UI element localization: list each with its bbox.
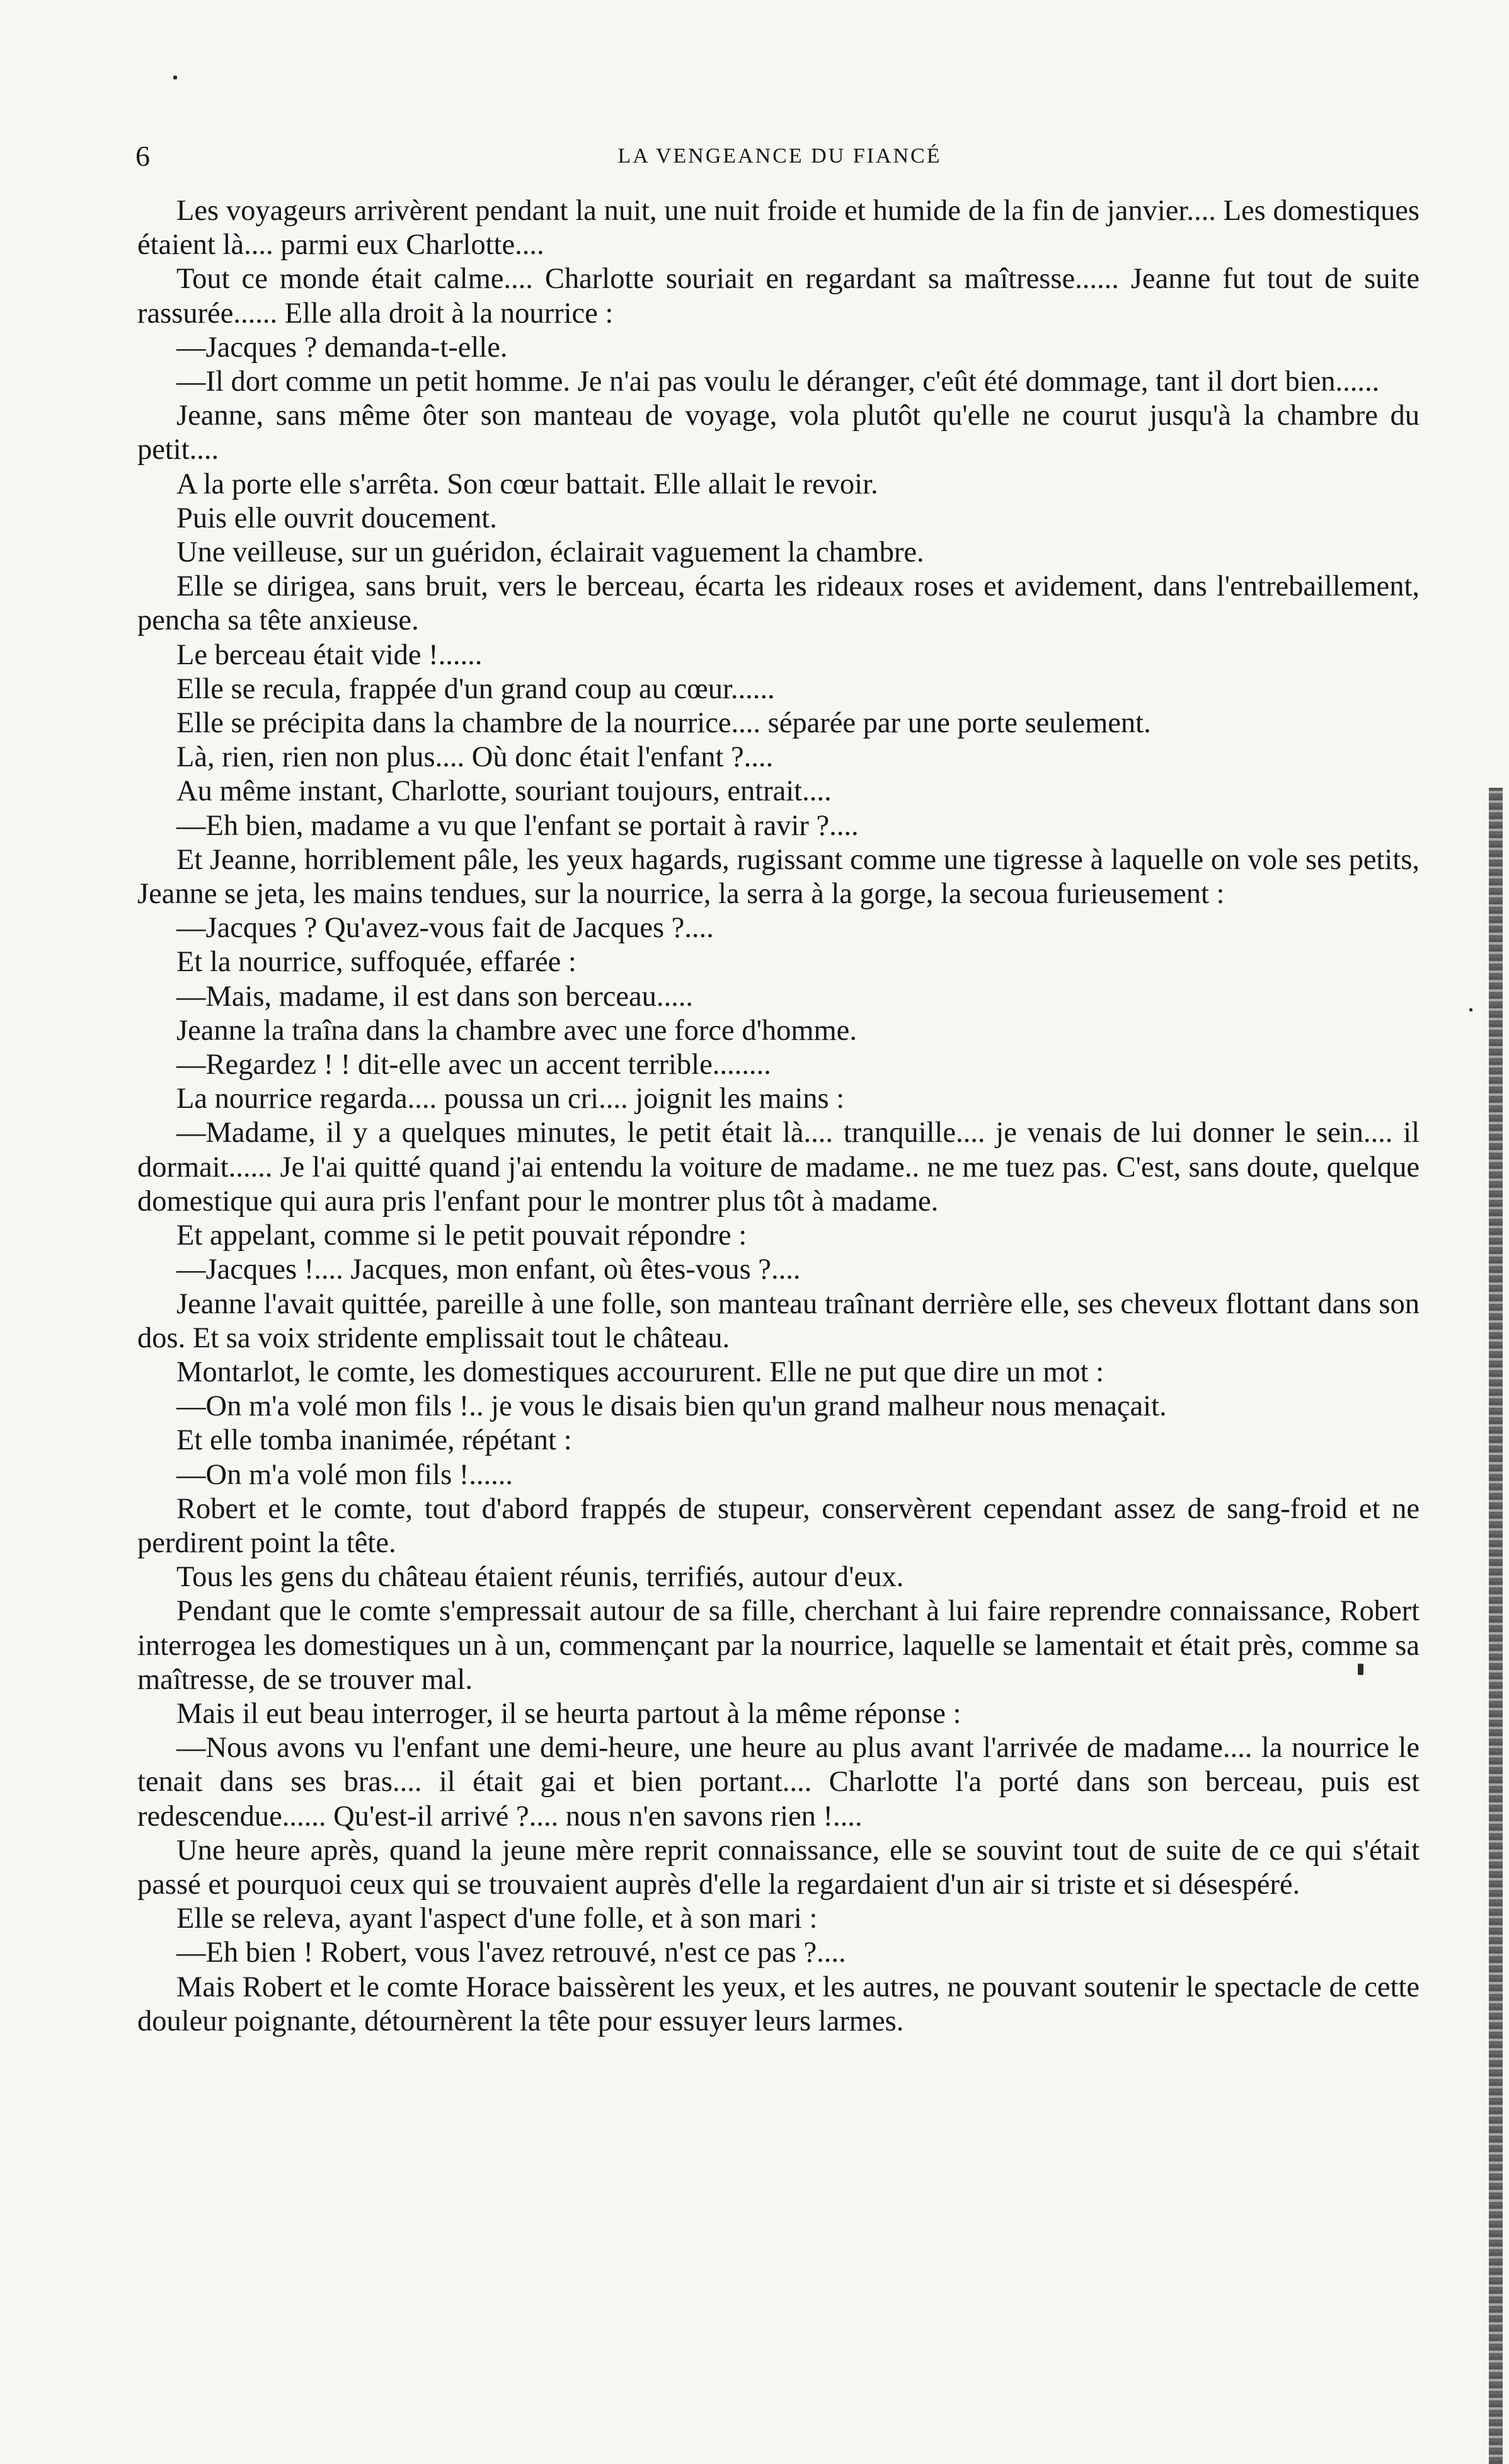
paragraph: La nourrice regarda.... poussa un cri.... joignit les mains : xyxy=(176,1083,845,1115)
paragraph: Tout ce monde était calme.... Charlotte souriait en regardant sa maîtresse...... Jeanne fut tout de suite rassurée...... Elle alla droit à la nourrice : xyxy=(137,263,1420,330)
paragraph: Jeanne la traîna dans la chambre avec une force d'homme. xyxy=(176,1014,857,1047)
paragraph: —Jacques ? demanda-t-elle. xyxy=(176,331,508,364)
paragraph: —On m'a volé mon fils !...... xyxy=(176,1458,514,1491)
paragraph: —Jacques !.... Jacques, mon enfant, où êtes-vous ?.... xyxy=(176,1253,801,1286)
paragraph: Elle se précipita dans la chambre de la nourrice.... séparée par une porte seulement. xyxy=(176,707,1151,740)
paragraph: Au même instant, Charlotte, souriant toujours, entrait.... xyxy=(176,775,832,808)
paragraph: —Eh bien ! Robert, vous l'avez retrouvé, n'est ce pas ?.... xyxy=(176,1937,846,1969)
page-header xyxy=(135,137,1424,175)
paragraph: —Il dort comme un petit homme. Je n'ai pas voulu le déranger, c'eût été dommage, tant il dort bien...... xyxy=(176,366,1380,398)
paragraph: Les voyageurs arrivèrent pendant la nuit, une nuit froide et humide de la fin de janvier.... Les domestiques étaient là.... parmi eux Charlotte.... xyxy=(137,195,1420,262)
scan-speck xyxy=(1469,1008,1472,1011)
paragraph: Jeanne, sans même ôter son manteau de voyage, vola plutôt qu'elle ne courut jusqu'à la chambre du petit.... xyxy=(137,400,1420,466)
paragraph: Puis elle ouvrit doucement. xyxy=(176,502,497,534)
paragraph: Le berceau était vide !...... xyxy=(176,638,483,671)
paragraph: Et la nourrice, suffoquée, effarée : xyxy=(176,946,577,979)
paragraph: —Mais, madame, il est dans son berceau..... xyxy=(176,980,693,1013)
paragraph: Une heure après, quand la jeune mère reprit connaissance, elle se souvint tout de suite de ce qui s'était passé et pourquoi ceux qui se trouvaient auprès d'elle la regardaient d'un air si triste et si désespéré. xyxy=(137,1834,1420,1901)
paragraph: —Eh bien, madame a vu que l'enfant se portait à ravir ?.... xyxy=(176,809,859,842)
paragraph: —Nous avons vu l'enfant une demi-heure, une heure au plus avant l'arrivée de madame.... la nourrice le tenait dans ses bras.... il était gai et bien portant.... Charlotte l'a porté dans son berceau, puis est redescendue...... Qu'est-il arrivé ?.... nous n'en savons rien !.... xyxy=(137,1732,1420,1833)
paragraph: —Madame, il y a quelques minutes, le petit était là.... tranquille.... je venais de lui donner le sein.... il dormait...... Je l'ai quitté quand j'ai entendu la voiture de madame.. ne me tuez pas. C'est, sans doute, quelque domestique qui aura pris l'enfant pour le montrer plus tôt à madame. xyxy=(137,1117,1420,1218)
paragraph: —On m'a volé mon fils !.. je vous le disais bien qu'un grand malheur nous menaçait. xyxy=(176,1390,1167,1423)
paragraph: Elle se recula, frappée d'un grand coup au cœur...... xyxy=(176,672,775,705)
paragraph: Tous les gens du château étaient réunis, terrifiés, autour d'eux. xyxy=(176,1561,904,1594)
running-title: LA VENGEANCE DU FIANCÉ xyxy=(617,144,942,168)
paragraph: Et elle tomba inanimée, répétant : xyxy=(176,1424,572,1457)
paragraph: Et appelant, comme si le petit pouvait répondre : xyxy=(176,1219,747,1252)
paragraph: Elle se dirigea, sans bruit, vers le berceau, écarta les rideaux roses et avidement, dans l'entrebaillement, pencha sa tête anxieuse. xyxy=(137,570,1420,637)
paragraph: Une veilleuse, sur un guéridon, éclairait vaguement la chambre. xyxy=(176,536,924,569)
paragraph: Montarlot, le comte, les domestiques accoururent. Elle ne put que dire un mot : xyxy=(176,1356,1104,1388)
paragraph: A la porte elle s'arrêta. Son cœur battait. Elle allait le revoir. xyxy=(176,468,878,500)
body-text xyxy=(137,194,1420,2039)
paragraph: Jeanne l'avait quittée, pareille à une folle, son manteau traînant derrière elle, ses cheveux flottant dans son dos. Et sa voix stridente emplissait tout le château. xyxy=(137,1287,1420,1354)
paragraph: Mais il eut beau interroger, il se heurta partout à la même réponse : xyxy=(176,1697,961,1730)
scan-speck xyxy=(1358,1664,1363,1675)
binding-edge xyxy=(1489,788,1503,2464)
page-number: 6 xyxy=(135,140,150,172)
paragraph: Robert et le comte, tout d'abord frappés de stupeur, conservèrent cependant assez de sang-froid et ne perdirent point la tête. xyxy=(137,1492,1420,1559)
paragraph: Mais Robert et le comte Horace baissèrent les yeux, et les autres, ne pouvant soutenir le spectacle de cette douleur poignante, détournèrent la tête pour essuyer leurs larmes. xyxy=(137,1971,1420,2037)
paragraph: —Jacques ? Qu'avez-vous fait de Jacques ?.... xyxy=(176,912,714,945)
scan-speck xyxy=(173,76,177,79)
paragraph: —Regardez ! ! dit-elle avec un accent terrible........ xyxy=(176,1049,771,1081)
paragraph: Et Jeanne, horriblement pâle, les yeux hagards, rugissant comme une tigresse à laquelle on vole ses petits, Jeanne se jeta, les mains tendues, sur la nourrice, la serra à la gorge, la secoua furieusement : xyxy=(137,843,1420,911)
paragraph: Elle se releva, ayant l'aspect d'une folle, et à son mari : xyxy=(176,1903,818,1935)
paragraph: Pendant que le comte s'empressait autour de sa fille, cherchant à lui faire reprendre connaissance, Robert interrogea les domestiques un à un, commençant par la nourrice, laquelle se lamentait et était près, comme sa maîtresse, de se trouver mal. xyxy=(137,1595,1420,1696)
paragraph: Là, rien, rien non plus.... Où donc était l'enfant ?.... xyxy=(176,741,774,774)
